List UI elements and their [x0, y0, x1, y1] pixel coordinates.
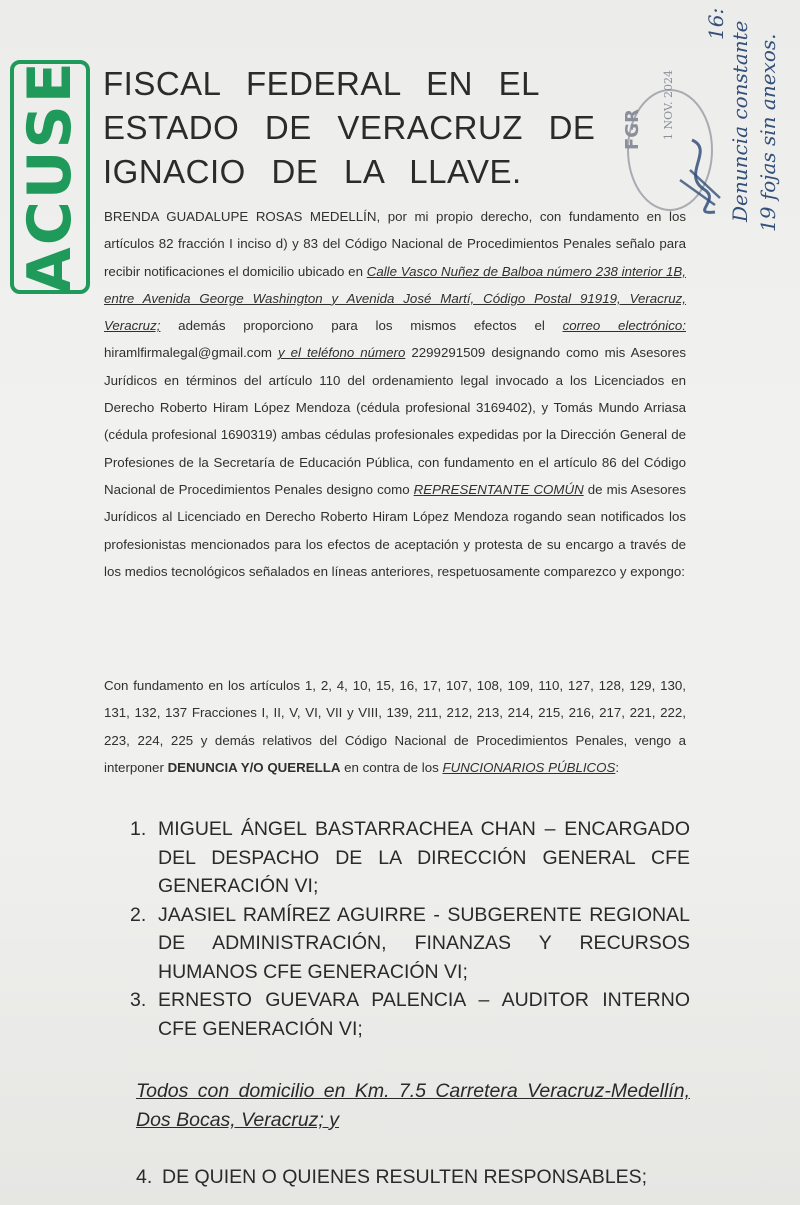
phone-label: y el teléfono número — [277, 345, 406, 361]
legal-basis-text-2: en contra de los — [340, 759, 443, 775]
stamp-date: 1 NOV. 2024 — [662, 70, 675, 140]
list-item-text: ERNESTO GUEVARA PALENCIA – AUDITOR INTERNO CFE GENERACIÓN VI; — [158, 989, 690, 1040]
stamp-office-initials: FGR — [622, 109, 643, 150]
accused-address: Todos con domicilio en Km. 7.5 Carretera Veracruz-Medellín, Dos Bocas, Veracruz; y — [136, 1080, 690, 1131]
stamp-time: 16: — [704, 7, 728, 40]
document-heading: FISCAL FEDERAL EN EL ESTADO DE VERACRUZ DE IGNACIO DE LA LLAVE. — [103, 65, 596, 190]
handwritten-note-line1: Denuncia constante — [728, 20, 752, 222]
complainant-name: BRENDA GUADALUPE ROSAS MEDELLÍN — [104, 209, 377, 224]
intro-text-2: además proporciono para los mismos efectos el — [160, 318, 563, 334]
accused-list — [130, 815, 690, 1043]
intro-text-4: de mis Asesores Jurídicos al Licenciado en Derecho Roberto Hiram López Mendoza rogando sean notificados los profesionistas mencionados para los efectos de aceptación y protesta de su encargo a través de los medios tecnológicos señalados en líneas anteriores, respetuosamente comparezco y expongo: — [104, 481, 686, 579]
list-item — [130, 986, 690, 1043]
acuse-stamp-text: ACUSE — [15, 60, 85, 294]
list-item-text: JAASIEL RAMÍREZ AGUIRRE - SUBGERENTE REGIONAL DE ADMINISTRACIÓN, FINANZAS Y RECURSOS HUMANOS CFE GENERACIÓN VI; — [158, 903, 690, 983]
notification-address: Calle Vasco Nuñez de Balboa número 238 interior 1B, entre Avenida George Washington y Avenida José Martí, Código Postal 91919, Veracruz, Veracruz; — [104, 263, 686, 334]
legal-basis-paragraph — [104, 672, 686, 781]
phone-number: 2299291509 — [405, 345, 486, 361]
list-item-text: DE QUIEN O QUIENES RESULTEN RESPONSABLES; — [162, 1166, 648, 1188]
list-item-number: 4. — [136, 1166, 153, 1188]
intro-paragraph — [104, 203, 686, 585]
handwritten-note-line2: 19 fojas sin anexos. — [756, 33, 780, 232]
complaint-type: DENUNCIA Y/O QUERELLA — [167, 759, 341, 775]
legal-basis-text-1: Con fundamento en los artículos 1, 2, 4, 10, 15, 16, 17, 107, 108, 109, 110, 127, 128, 129, 130, 131, 132, 137 Fracciones I, II, V, VI, VII y VIII, 139, 211, 212, 213, 214, 215, 216, 217, 221, 222, 223, 224, 225 y demás relativos del Código Nacional de Procedimientos Penales, vengo a interponer — [104, 678, 686, 775]
list-item — [130, 901, 690, 987]
acuse-stamp — [10, 60, 90, 294]
list-item-number: 1. — [130, 818, 147, 840]
intro-text-3: designando como mis Asesores Jurídicos en términos del artículo 110 del ordenamiento legal invocado a los Licenciados en Derecho Roberto Hiram López Mendoza (cédula profesional 3169402), y Tomás Mundo Arriasa (cédula profesional 1690319) ambas cédulas profesionales expedidas por la Dirección General de Profesiones de la Secretaría de Educación Pública, con fundamento en el artículo 86 del Código Nacional de Procedimientos Penales designo como — [104, 345, 686, 497]
legal-basis-text-3: : — [615, 759, 620, 775]
public-officials-label: FUNCIONARIOS PÚBLICOS — [442, 759, 616, 775]
email-label: correo electrónico: — [562, 318, 686, 334]
list-item — [130, 815, 690, 901]
intro-text-1: , por mi propio derecho, con fundamento en los artículos 82 fracción I inciso d) y 83 del Código Nacional de Procedimientos Penales señalo para recibir notificaciones el domicilio ubicado en — [104, 209, 686, 279]
list-item-number: 3. — [130, 989, 147, 1011]
list-item-4 — [136, 1163, 696, 1191]
list-item-text: MIGUEL ÁNGEL BASTARRACHEA CHAN – ENCARGADO DEL DESPACHO DE LA DIRECCIÓN GENERAL CFE GENERACIÓN VI; — [158, 818, 690, 897]
email-address: hiramlfirmalegal@gmail.com — [104, 345, 278, 361]
common-representative: REPRESENTANTE COMÚN — [413, 481, 584, 497]
list-item-number: 2. — [130, 903, 147, 926]
